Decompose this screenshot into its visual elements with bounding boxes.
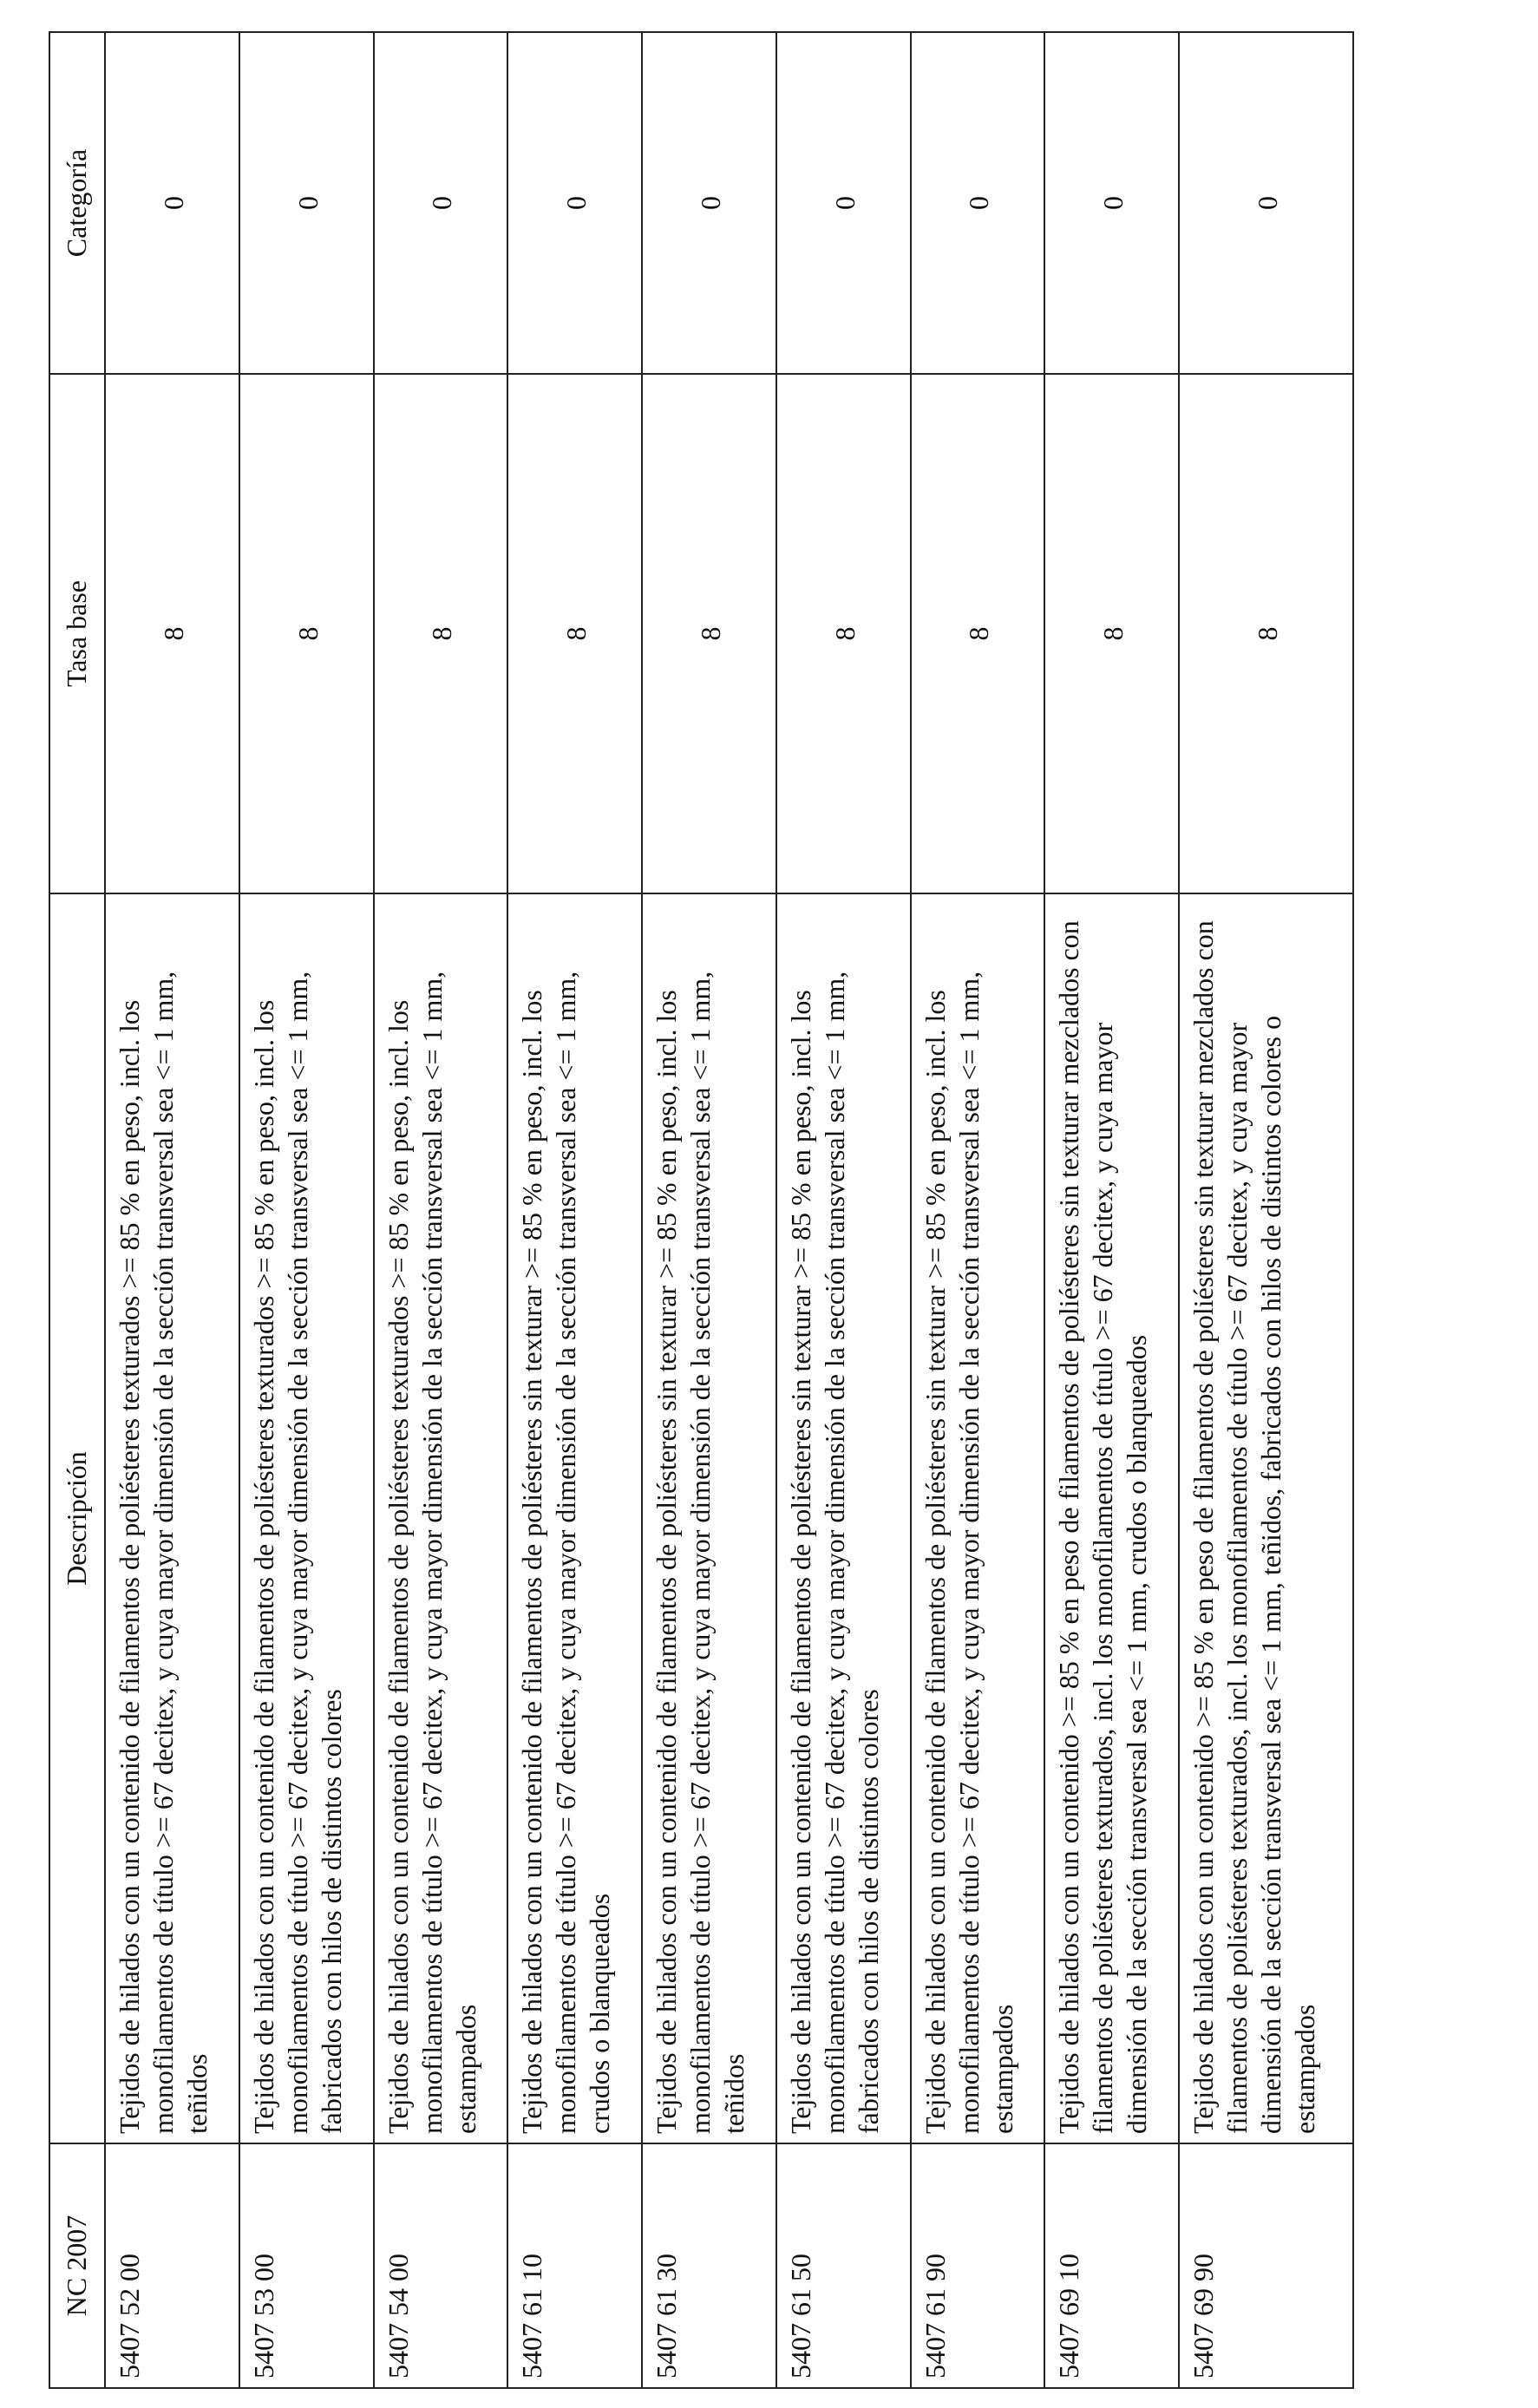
rate-cell: 8 xyxy=(239,374,374,893)
rate-cell: 8 xyxy=(1044,374,1179,893)
category-cell: 0 xyxy=(1179,32,1353,374)
rate-cell: 8 xyxy=(1179,374,1353,893)
table-row xyxy=(1179,32,1353,2388)
code-cell: 5407 69 90 xyxy=(1179,2143,1353,2388)
description-cell: Tejidos de hilados con un contenido de filamentos de poliésteres sin texturar >= 85 % en peso, incl. los monofilamentos de título >= 67 decitex, y cuya mayor dimensión de la sección transversal sea <= 1 mm, teñidos xyxy=(642,893,776,2143)
category-cell: 0 xyxy=(507,32,642,374)
tariff-table xyxy=(49,31,1354,2389)
rate-cell: 8 xyxy=(374,374,508,893)
header-categoria: Categoría xyxy=(49,32,105,374)
code-cell: 5407 61 30 xyxy=(642,2143,776,2388)
category-cell: 0 xyxy=(776,32,911,374)
rate-cell: 8 xyxy=(911,374,1045,893)
table-row xyxy=(911,32,1045,2388)
description-cell: Tejidos de hilados con un contenido de filamentos de poliésteres texturados >= 85 % en peso, incl. los monofilamentos de título >= 67 decitex, y cuya mayor dimensión de la sección transversal sea <= 1 mm, teñidos xyxy=(105,893,239,2143)
code-cell: 5407 54 00 xyxy=(374,2143,508,2388)
table-body xyxy=(105,32,1353,2388)
rate-cell: 8 xyxy=(105,374,239,893)
code-cell: 5407 61 50 xyxy=(776,2143,911,2388)
header-descripcion: Descripción xyxy=(49,893,105,2143)
code-cell: 5407 61 90 xyxy=(911,2143,1045,2388)
table-row xyxy=(1044,32,1179,2388)
code-cell: 5407 53 00 xyxy=(239,2143,374,2388)
category-cell: 0 xyxy=(911,32,1045,374)
description-cell: Tejidos de hilados con un contenido >= 85 % en peso de filamentos de poliésteres sin texturar mezclados con filamentos de poliésteres texturados, incl. los monofilamentos de título >= 67 decitex, y cuya mayor dimensión de la sección transversal sea <= 1 mm, teñidos, fabricados con hilos de distintos colores o estampados xyxy=(1179,893,1353,2143)
description-cell: Tejidos de hilados con un contenido de filamentos de poliésteres sin texturar >= 85 % en peso, incl. los monofilamentos de título >= 67 decitex, y cuya mayor dimensión de la sección transversal sea <= 1 mm, crudos o blanqueados xyxy=(507,893,642,2143)
code-cell: 5407 61 10 xyxy=(507,2143,642,2388)
description-cell: Tejidos de hilados con un contenido >= 85 % en peso de filamentos de poliésteres sin texturar mezclados con filamentos de poliésteres texturados, incl. los monofilamentos de título >= 67 decitex, y cuya mayor dimensión de la sección transversal sea <= 1 mm, crudos o blanqueados xyxy=(1044,893,1179,2143)
description-cell: Tejidos de hilados con un contenido de filamentos de poliésteres texturados >= 85 % en peso, incl. los monofilamentos de título >= 67 decitex, y cuya mayor dimensión de la sección transversal sea <= 1 mm, fabricados con hilos de distintos colores xyxy=(239,893,374,2143)
category-cell: 0 xyxy=(105,32,239,374)
table-row xyxy=(507,32,642,2388)
description-cell: Tejidos de hilados con un contenido de filamentos de poliésteres sin texturar >= 85 % en peso, incl. los monofilamentos de título >= 67 decitex, y cuya mayor dimensión de la sección transversal sea <= 1 mm, fabricados con hilos de distintos colores xyxy=(776,893,911,2143)
category-cell: 0 xyxy=(374,32,508,374)
rotated-page xyxy=(49,33,1354,2389)
table-row xyxy=(642,32,776,2388)
code-cell: 5407 52 00 xyxy=(105,2143,239,2388)
code-cell: 5407 69 10 xyxy=(1044,2143,1179,2388)
header-nc: NC 2007 xyxy=(49,2143,105,2388)
rate-cell: 8 xyxy=(776,374,911,893)
rate-cell: 8 xyxy=(507,374,642,893)
table-row xyxy=(374,32,508,2388)
category-cell: 0 xyxy=(239,32,374,374)
table-row xyxy=(776,32,911,2388)
category-cell: 0 xyxy=(1044,32,1179,374)
table-row xyxy=(105,32,239,2388)
description-cell: Tejidos de hilados con un contenido de filamentos de poliésteres texturados >= 85 % en peso, incl. los monofilamentos de título >= 67 decitex, y cuya mayor dimensión de la sección transversal sea <= 1 mm, estampados xyxy=(374,893,508,2143)
description-cell: Tejidos de hilados con un contenido de filamentos de poliésteres sin texturar >= 85 % en peso, incl. los monofilamentos de título >= 67 decitex, y cuya mayor dimensión de la sección transversal sea <= 1 mm, estampados xyxy=(911,893,1045,2143)
header-tasa: Tasa base xyxy=(49,374,105,893)
table-row xyxy=(239,32,374,2388)
category-cell: 0 xyxy=(642,32,776,374)
rate-cell: 8 xyxy=(642,374,776,893)
table-header-row xyxy=(49,32,105,2388)
